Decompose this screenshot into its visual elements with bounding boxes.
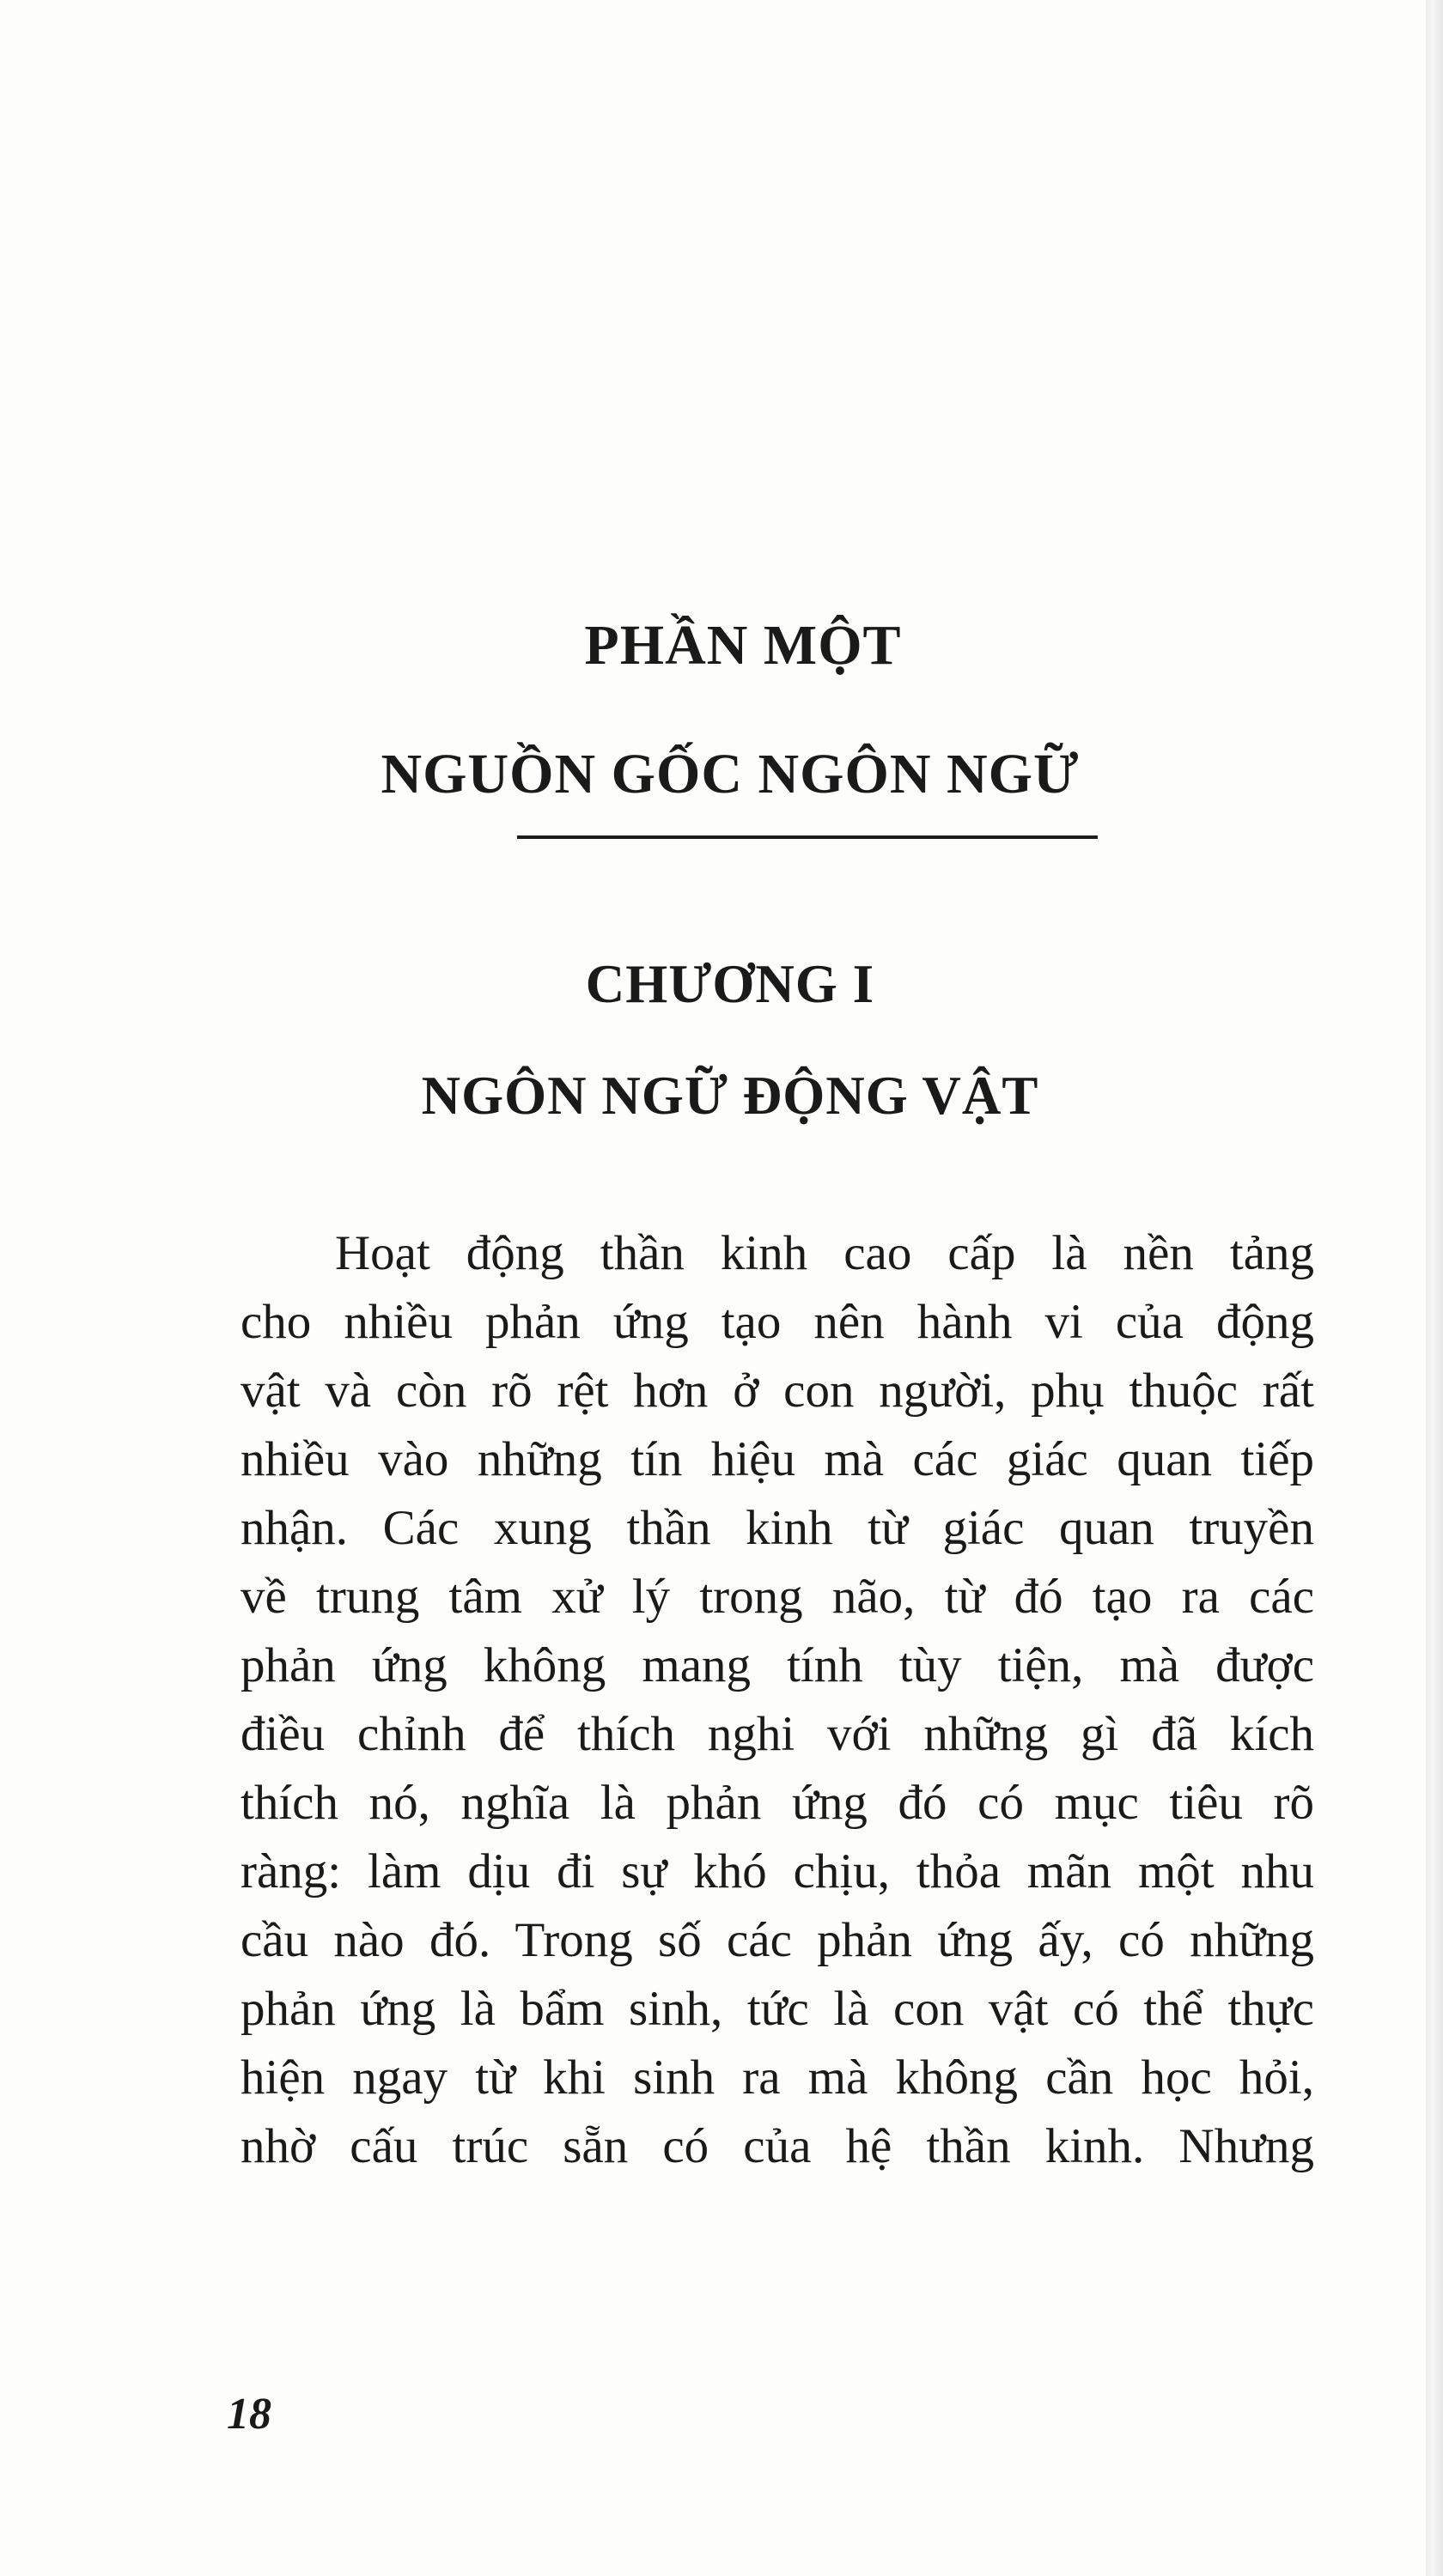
page-number: 18: [227, 2390, 271, 2439]
body-line: nhiều vào những tín hiệu mà các giác quan tiếp: [240, 1432, 1314, 1486]
page-edge-shadow: [1426, 0, 1443, 2576]
body-line: Hoạt động thần kinh cao cấp là nền tảng: [335, 1226, 1314, 1280]
chapter-label: CHƯƠNG I: [585, 954, 875, 1014]
body-line: cầu nào đó. Trong số các phản ứng ấy, có những: [240, 1913, 1314, 1967]
chapter-title: NGÔN NGỮ ĐỘNG VẬT: [421, 1066, 1039, 1126]
part-title: NGUỒN GỐC NGÔN NGỮ: [381, 743, 1080, 805]
body-line: cho nhiều phản ứng tạo nên hành vi của động: [240, 1295, 1314, 1349]
body-line: thích nó, nghĩa là phản ứng đó có mục tiêu rõ: [240, 1776, 1314, 1830]
body-line: về trung tâm xử lý trong não, từ đó tạo ra các: [240, 1570, 1314, 1624]
part-label: PHẦN MỘT: [584, 614, 902, 677]
body-line: hiện ngay từ khi sinh ra mà không cần học hỏi,: [240, 2050, 1314, 2105]
title-underline-divider: [517, 835, 1098, 839]
body-line: ràng: làm dịu đi sự khó chịu, thỏa mãn một nhu: [240, 1844, 1314, 1899]
body-line: vật và còn rõ rệt hơn ở con người, phụ thuộc rất: [240, 1364, 1314, 1418]
body-line: phản ứng không mang tính tùy tiện, mà được: [240, 1638, 1314, 1692]
body-line: điều chỉnh để thích nghi với những gì đã kích: [240, 1707, 1314, 1761]
body-line: nhờ cấu trúc sẵn có của hệ thần kinh. Nhưng: [240, 2119, 1314, 2173]
body-line: nhận. Các xung thần kinh từ giác quan truyền: [240, 1501, 1314, 1555]
body-paragraph: [240, 1219, 1314, 2181]
body-line: phản ứng là bẩm sinh, tức là con vật có thể thực: [240, 1982, 1314, 2036]
